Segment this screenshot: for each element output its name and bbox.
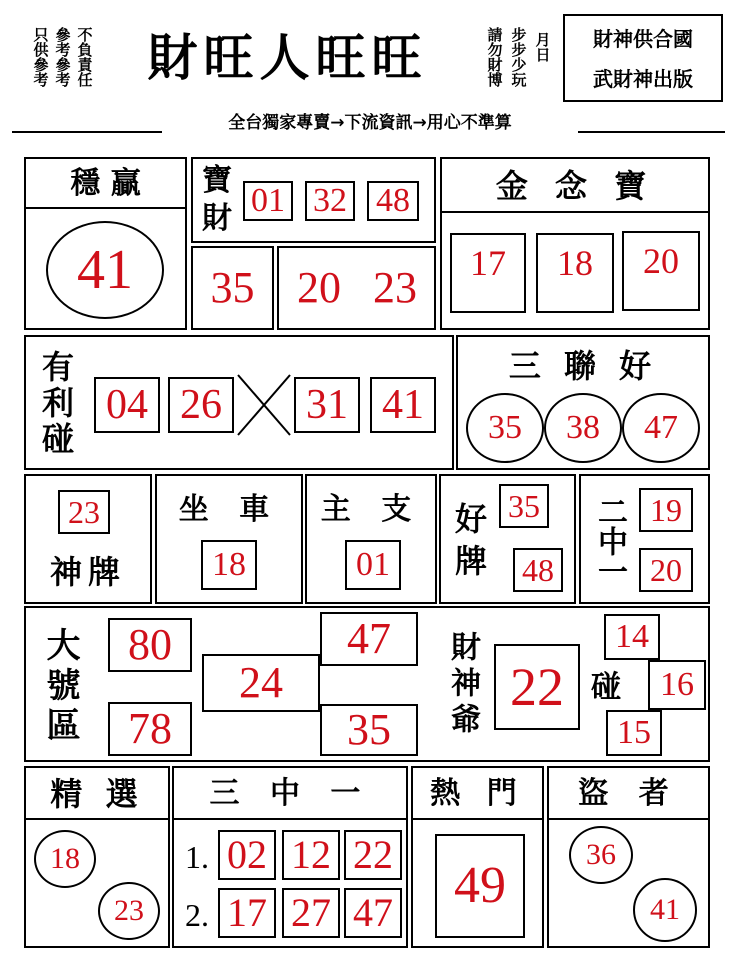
remen-label: 熱 門: [430, 776, 525, 811]
header-notice-col2: 步步少玩: [509, 27, 528, 87]
sanzhongyi-divider: [174, 818, 406, 820]
haopai-number: 35: [499, 484, 549, 528]
dahaoqu-label: 大號區: [40, 627, 80, 747]
sanzhongyi-row1-number: 22: [344, 830, 402, 880]
jingxuan-number: 18: [34, 830, 96, 888]
header-notice-col3: 月日: [533, 32, 552, 62]
remen-number: 49: [435, 834, 525, 938]
shenpai-number: 23: [58, 490, 110, 534]
haopai-number: 48: [513, 548, 563, 592]
dahaoqu-left-number: 80: [108, 618, 192, 672]
zuoche-label: 坐 車: [178, 492, 280, 527]
caishenye-number: 22: [494, 644, 580, 730]
jinnianbao-number: 20: [622, 231, 700, 311]
slogan-line-right: [578, 131, 725, 133]
baocai-top-number: 32: [305, 181, 355, 221]
publisher-line1: 財神供合國: [593, 27, 693, 51]
sanlianhao-label: 三 聯 好: [508, 347, 658, 385]
sanzhongyi-row2-number: 17: [218, 888, 276, 938]
header-notice-col1: 請勿財博: [485, 27, 504, 87]
jingxuan-label: 精 選: [50, 775, 144, 813]
jingxuan-panel: [24, 766, 170, 948]
zhuzhi-number: 01: [345, 540, 401, 590]
dahaoqu-left-number: 78: [108, 702, 192, 756]
dahaoqu-right-number: 47: [320, 612, 418, 666]
erzhongyi-number: 20: [639, 548, 693, 592]
caishenye-peng-number: 16: [648, 660, 706, 710]
shenpai-label: 神牌: [49, 553, 126, 591]
sanzhongyi-row2-number: 47: [344, 888, 402, 938]
sanzhongyi-row1-prefix: 1.: [185, 839, 209, 875]
baocai-bottom-right-panel: [277, 246, 436, 330]
youlipeng-left-number: 26: [168, 377, 234, 433]
caishenye-peng-number: 14: [604, 614, 660, 660]
wenying-label: 穩 贏: [70, 166, 141, 201]
jinnianbao-panel: [440, 157, 710, 330]
zuoche-panel: [155, 474, 303, 604]
publisher-box: [563, 14, 723, 102]
daozhe-number: 41: [633, 878, 697, 942]
baocai-bottom-right-number: 23: [373, 263, 417, 312]
caishenye-peng-number: 15: [606, 710, 662, 756]
header-left-col1: 只供參考: [31, 27, 50, 87]
haopai-panel: [439, 474, 576, 604]
baocai-bottom-right-number: 20: [297, 263, 341, 312]
daozhe-label: 盜 者: [578, 776, 679, 811]
remen-panel: [411, 766, 544, 948]
youlipeng-right-number: 31: [294, 377, 360, 433]
erzhongyi-number: 19: [639, 488, 693, 532]
dahaoqu-caishenye-panel: [24, 606, 710, 762]
sanlianhao-number: 47: [622, 393, 700, 463]
daozhe-panel: [547, 766, 710, 948]
sanzhongyi-row1-number: 02: [218, 830, 276, 880]
zhuzhi-panel: [305, 474, 437, 604]
zhuzhi-label: 主 支: [320, 492, 422, 527]
sanzhongyi-row1-number: 12: [282, 830, 340, 880]
sanlianhao-number: 35: [466, 393, 544, 463]
erzhongyi-panel: [579, 474, 710, 604]
jinnianbao-number: 17: [450, 233, 526, 313]
jinnianbao-divider: [442, 211, 708, 213]
slogan-line-left: [12, 131, 162, 133]
wenying-divider: [26, 207, 185, 209]
sanlianhao-number: 38: [544, 393, 622, 463]
haopai-label: 好牌: [450, 502, 488, 586]
sanzhongyi-label: 三 中 一: [209, 776, 371, 811]
sanzhongyi-row2-number: 27: [282, 888, 340, 938]
shenpai-panel: [24, 474, 152, 604]
baocai-top-number: 01: [243, 181, 293, 221]
baocai-bottom-left-panel: [191, 246, 274, 330]
dahaoqu-center-number: 24: [202, 654, 320, 712]
page-title: 財旺人旺旺: [147, 28, 428, 87]
jingxuan-number: 23: [98, 882, 160, 940]
zuoche-number: 18: [201, 540, 257, 590]
sanzhongyi-row2-prefix: 2.: [185, 897, 209, 933]
baocai-label-line2: 財: [202, 201, 232, 236]
wenying-number: 41: [46, 221, 164, 319]
caishenye-label: 財神爺: [445, 631, 480, 739]
baocai-label-line1: 寶: [202, 163, 232, 198]
wenying-panel: [24, 157, 187, 330]
remen-divider: [413, 818, 542, 820]
sanlianhao-panel: [456, 335, 710, 470]
baocai-bottom-left-number: 35: [210, 263, 255, 312]
daozhe-number: 36: [569, 826, 633, 884]
baocai-panel: [191, 157, 436, 243]
youlipeng-panel: [24, 335, 454, 470]
erzhongyi-label: 二中一: [592, 496, 627, 586]
cross-icon: [234, 371, 294, 439]
jinnianbao-label: 金 念 寶: [495, 167, 655, 205]
jinnianbao-number: 18: [536, 233, 614, 313]
youlipeng-left-number: 04: [94, 377, 160, 433]
slogan: 全台獨家專賣→下流資訊→用心不準算: [228, 112, 512, 133]
publisher-line2: 武財神出版: [593, 67, 693, 91]
header-left-col2: 參考參考: [53, 27, 72, 87]
daozhe-divider: [549, 818, 708, 820]
caishenye-peng-label: 碰: [591, 670, 621, 705]
sanzhongyi-panel: [172, 766, 408, 948]
dahaoqu-right-number: 35: [320, 704, 418, 756]
youlipeng-right-number: 41: [370, 377, 436, 433]
youlipeng-label: 有利碰: [37, 350, 75, 458]
jingxuan-divider: [26, 818, 168, 820]
header-left-col3: 不負責任: [75, 27, 94, 87]
baocai-top-number: 48: [367, 181, 419, 221]
